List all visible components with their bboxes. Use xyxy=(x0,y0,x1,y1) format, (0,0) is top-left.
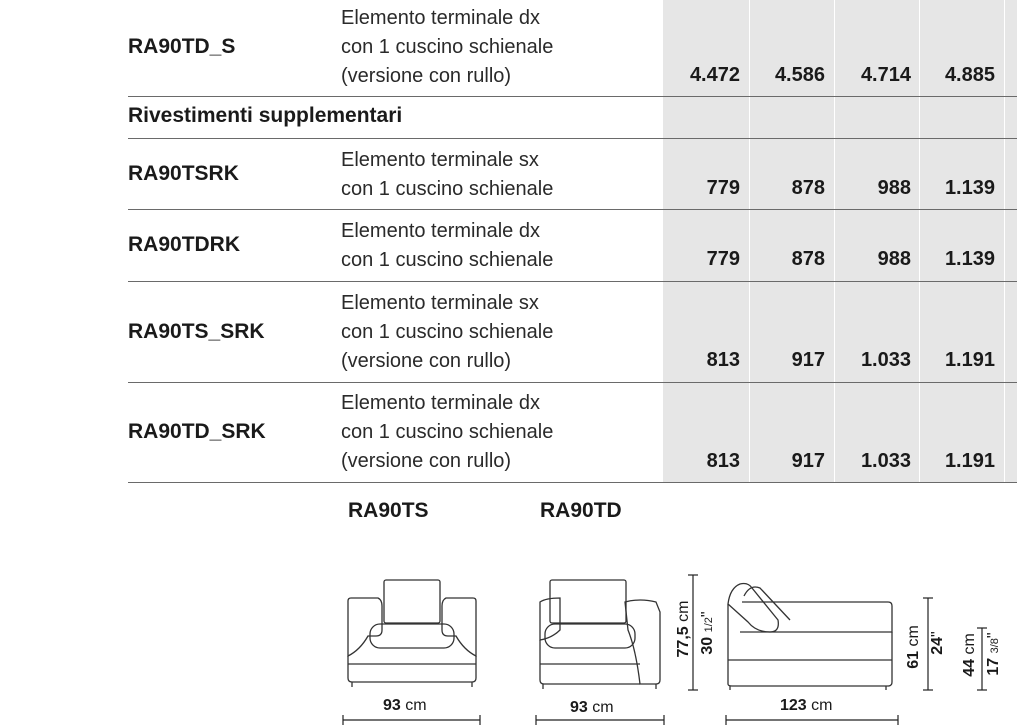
price: 779 xyxy=(706,248,740,270)
price: 917 xyxy=(791,450,825,472)
product-code: RA90TD_S xyxy=(128,35,236,58)
price: 878 xyxy=(791,248,825,270)
price: 917 xyxy=(791,349,825,371)
description-line: Elemento terminale dx xyxy=(341,7,540,29)
description-line: Elemento terminale dx xyxy=(341,220,540,242)
product-code: RA90TSRK xyxy=(128,162,239,185)
price: 4.714 xyxy=(860,64,911,86)
seat-height-label-cm: 61 cm xyxy=(905,625,922,669)
product-code: RA90TDRK xyxy=(128,233,241,256)
price: 1.033 xyxy=(860,450,911,472)
price: 813 xyxy=(706,450,740,472)
price: 1.191 xyxy=(944,349,995,371)
arm-height-label-inch: 17 3/8" xyxy=(985,632,1002,676)
price: 988 xyxy=(877,248,911,270)
width-label-side: 123 cm xyxy=(780,697,833,714)
description-line: con 1 cuscino schienale xyxy=(341,36,554,58)
product-title-ra90td: RA90TD xyxy=(540,499,622,522)
width-label-ra90ts: 93 cm xyxy=(383,697,427,714)
price: 4.885 xyxy=(944,64,995,86)
description-line: (versione con rullo) xyxy=(341,350,512,372)
price: 878 xyxy=(791,177,825,199)
price: 988 xyxy=(877,177,911,199)
description-line: (versione con rullo) xyxy=(341,450,512,472)
price: 1.139 xyxy=(944,177,995,199)
product-code: RA90TD_SRK xyxy=(128,420,266,443)
ra90ts-front-drawing xyxy=(348,580,476,687)
description-line: (versione con rullo) xyxy=(341,65,512,87)
side-view-drawing xyxy=(728,584,892,691)
product-title-ra90ts: RA90TS xyxy=(348,499,429,522)
description-line: con 1 cuscino schienale xyxy=(341,421,554,443)
price: 1.033 xyxy=(860,349,911,371)
seat-height-label-inch: 24" xyxy=(929,631,946,655)
product-code: RA90TS_SRK xyxy=(128,320,265,343)
height-label-inch: 30 1/2" xyxy=(699,611,716,655)
description-line: Elemento terminale sx xyxy=(341,149,539,171)
price: 4.586 xyxy=(774,64,825,86)
description-line: Elemento terminale dx xyxy=(341,392,540,414)
arm-height-label-cm: 44 cm xyxy=(961,633,978,677)
height-label-cm: 77,5 cm xyxy=(675,600,692,658)
description-line: Elemento terminale sx xyxy=(341,292,539,314)
description-line: con 1 cuscino schienale xyxy=(341,178,554,200)
width-label-ra90td: 93 cm xyxy=(570,699,614,716)
price: 779 xyxy=(706,177,740,199)
description-line: con 1 cuscino schienale xyxy=(341,321,554,343)
price: 1.191 xyxy=(944,450,995,472)
description-line: con 1 cuscino schienale xyxy=(341,249,554,271)
price: 813 xyxy=(706,349,740,371)
ra90td-front-drawing xyxy=(540,580,660,689)
section-title: Rivestimenti supplementari xyxy=(128,104,403,127)
price: 1.139 xyxy=(944,248,995,270)
price: 4.472 xyxy=(689,64,740,86)
